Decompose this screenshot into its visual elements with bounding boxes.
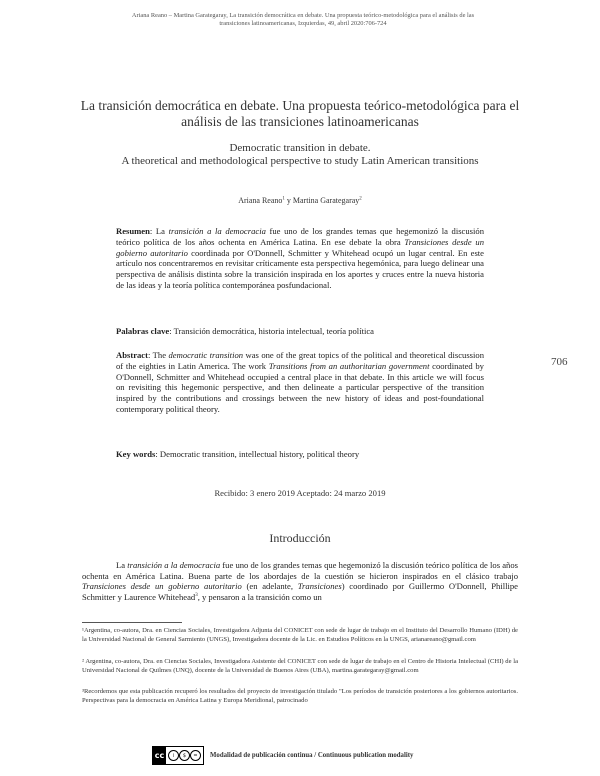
no-derivatives-icon: = bbox=[190, 750, 201, 761]
author-2: Martina Garategaray bbox=[292, 196, 360, 205]
noncommercial-icon: $ bbox=[179, 750, 190, 761]
running-header bbox=[118, 12, 488, 28]
article-subtitle bbox=[60, 142, 540, 168]
footnote-2: ² Argentina, co-autora, Dra. en Ciencias Sociales, Investigadora Asistente del CONICET con sede de lugar de trabajo en el Centro de Historia Intelectual (CHI) de la Universidad Nacional de Quilmes (UNQ), docente de la Universidad de Buenos Aires (UBA), martina.garategaray@gmail.com bbox=[82, 658, 518, 674]
keywords-text: : Democratic transition, intellectual history, political theory bbox=[155, 449, 360, 459]
abstract-text-2: coordinated by O'Donnell, Schmitter and Whitehead occupied a central place in that debate. In this article we will focus on revisiting this hegemonic perspective, and then delineate a particular perspective of the transition inspired by the contributions and crossings between the new history of ideas and post-foundational contemporary political theory. bbox=[116, 360, 484, 414]
author-2-footnote-ref[interactable]: 2 bbox=[359, 196, 362, 202]
abstract-text-1: was one of the great topics of the political and theoretical discussion of the eighties in Latin America. The work bbox=[116, 350, 484, 371]
footnote-1: ¹Argentina, co-autora, Dra. en Ciencias Sociales, Investigadora Adjunta del CONICET con sede de lugar de trabajo en el Instituto del Desarrollo Humano (IDH) de la Universidad Nacional de General Sarmiento (UNGS), Investigadora docente de la Lic. en Estudios Políticos en la UNGS, arianareano@gmail.com bbox=[82, 627, 518, 643]
intro-emphasis-1: transición a la democracia bbox=[127, 560, 221, 570]
abstract-text-0: : The bbox=[147, 350, 169, 360]
header-line-1: Ariana Reano – Martina Garategaray, La transición democrática en debate. Una propuesta teórico-metodológica para el análisis de las bbox=[131, 12, 475, 19]
author-1-footnote-ref[interactable]: 1 bbox=[282, 196, 285, 202]
intro-text-3: ) coordinado por Guillermo O'Donnell, Phillipe Schmitter y Laurence Whitehead bbox=[82, 581, 518, 602]
abstract-paragraph bbox=[116, 350, 484, 415]
palabras-clave bbox=[116, 326, 484, 337]
header-line-2: transiciones latinoamericanas, Izquierdas, 49, abril 2020:706-724 bbox=[219, 20, 387, 27]
authors-conjunction: y bbox=[284, 196, 293, 205]
keywords-label: Key words bbox=[116, 449, 156, 459]
key-words bbox=[116, 449, 484, 460]
intro-emphasis-3: Transiciones bbox=[297, 581, 342, 592]
resumen-label: Resumen bbox=[116, 226, 150, 236]
footnote-divider bbox=[82, 622, 182, 623]
resumen-text-1: fue uno de los grandes temas que hegemonizó la discusión teórico política de los años ochenta en América Latina. En ese debate la obra bbox=[116, 226, 484, 247]
abstract-emphasis-2: Transitions from an authoritarian government bbox=[268, 360, 430, 371]
resumen-emphasis-1: transición a la democracia bbox=[168, 226, 266, 236]
attribution-icon: i bbox=[168, 750, 179, 761]
intro-text-1: fue uno de los grandes temas que hegemonizó la discusión teórico política de los años ochenta en América Latina. Buena parte de los abordajes de la cuestión se hicieron inspirados en el clásico trabajo bbox=[82, 560, 518, 581]
article-title: La transición democrática en debate. Una propuesta teórico-metodológica para el análisis de las transiciones latinoamericanas bbox=[80, 98, 520, 129]
abstract-emphasis-1: democratic transition bbox=[168, 350, 244, 360]
license-bar bbox=[152, 746, 413, 765]
intro-footnote-ref[interactable]: 3 bbox=[195, 592, 198, 598]
resumen-text-2: coordinada por O'Donnell, Schmitter y Whitehead ocupó un lugar central. En este artículo nos concentraremos en revisitar críticamente esta perspectiva hegemónica, para luego delinear una perspectiva de análisis distinta sobre la transición inspirada en los aportes y cruces entre la nueva historia de las ideas y la teoría política contemporánea posfundacional. bbox=[116, 247, 484, 290]
resumen-sep: : La bbox=[149, 226, 169, 236]
abstract-label: Abstract bbox=[116, 350, 148, 360]
author-1: Ariana Reano bbox=[238, 196, 283, 205]
intro-text-0: La bbox=[116, 560, 128, 570]
page-number: 706 bbox=[551, 356, 568, 368]
footnote-3: ³Recordemos que esta publicación recuperó los resultados del proyecto de investigación titulado "Los períodos de transición posteriores a los gobiernos autoritarios. Perspectivas para la democracia en América Latina y Europa Meridional, patrocinado bbox=[82, 688, 518, 704]
cc-icon: cc bbox=[153, 747, 166, 764]
intro-paragraph bbox=[82, 560, 518, 602]
license-text: Modalidad de publicación continua / Continuous publication modality bbox=[210, 752, 414, 759]
authors bbox=[200, 196, 400, 205]
resumen-emphasis-2: Transiciones desde un gobierno autoritario bbox=[116, 236, 485, 258]
intro-text-4: , y pensaron a la transición como un bbox=[197, 591, 322, 602]
received-accepted-dates: Recibido: 3 enero 2019 Aceptado: 24 marzo 2019 bbox=[214, 488, 386, 498]
intro-emphasis-2: Transiciones desde un gobierno autoritario bbox=[82, 581, 242, 592]
creative-commons-badge[interactable] bbox=[152, 746, 204, 765]
palabras-text: : Transición democrática, historia intelectual, teoría política bbox=[169, 326, 374, 336]
subtitle-line-1: Democratic transition in debate. bbox=[229, 142, 371, 154]
palabras-label: Palabras clave bbox=[116, 326, 170, 336]
resumen-paragraph bbox=[116, 226, 484, 291]
intro-text-2: (en adelante, bbox=[241, 581, 298, 592]
subtitle-line-2: A theoretical and methodological perspective to study Latin American transitions bbox=[121, 155, 479, 167]
section-title: Introducción bbox=[269, 531, 331, 545]
